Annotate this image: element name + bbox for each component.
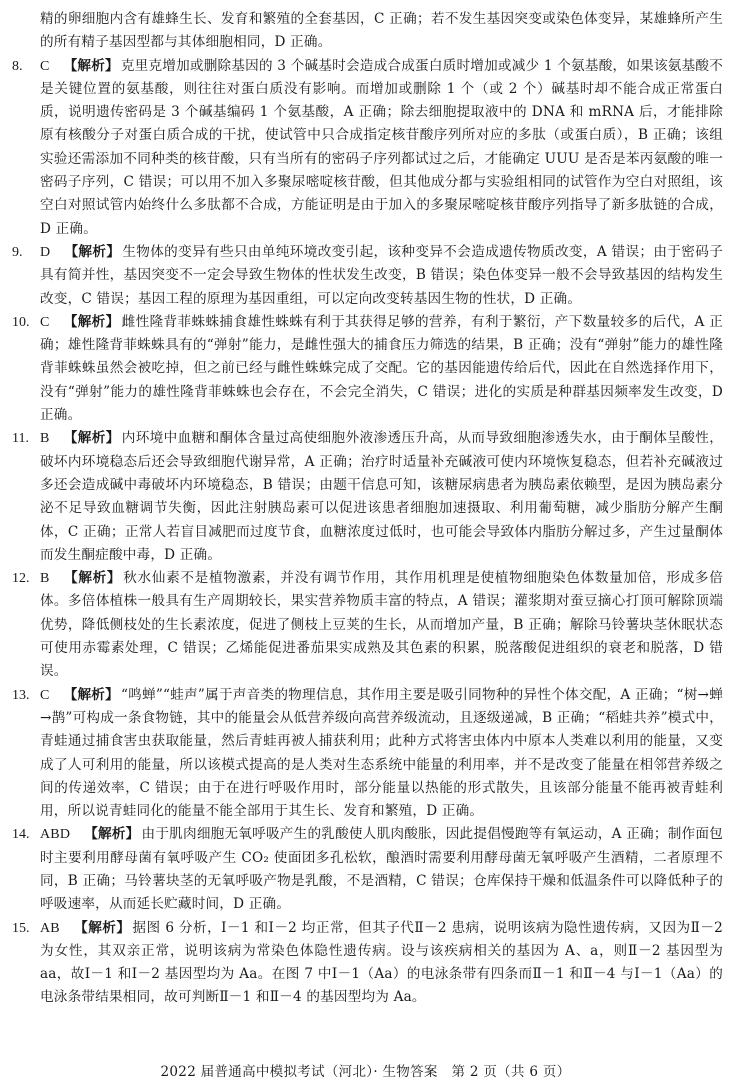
answer-item — [12, 55, 723, 241]
answer-item — [12, 241, 723, 311]
answer-key: D — [40, 244, 51, 260]
question-number: 8. — [12, 58, 23, 74]
answer-body — [40, 567, 723, 683]
answer-key: AB — [40, 920, 60, 936]
analysis-label: 【解析】 — [84, 826, 140, 843]
answer-key: B — [40, 431, 50, 447]
answer-page — [12, 8, 723, 1010]
page-footer: 2022 届普通高中模拟考试（河北）· 生物答案 第 2 页（共 6 页） — [160, 1064, 571, 1080]
answer-item — [12, 427, 723, 567]
analysis-text: 雌性隆背菲蛛蛛捕食雄性蛛蛛有利于其获得足够的营养，有利于繁衍，产下数量较多的后代，A 正确；雄性隆背菲蛛蛛具有的“弹射”能力，是雌性强大的捕食压力筛选的结果，B 正确；没有“弹射”能力的雄性隆背菲蛛蛛虽然会被吃掉，但之前已经与雌性蛛蛛完成了交配。它的基因能遗传给后代，因此在自然选择作用下，没有“弹射”能力的雄性隆背菲蛛蛛也会存在，不会完全消失，C 错误；进化的实质是种群基因频率发生改变，D 正确。 — [40, 313, 723, 424]
analysis-text: 据图 6 分析，Ⅰ－1 和Ⅰ－2 均正常，但其子代Ⅱ－2 患病，说明该病为隐性遗传病，又因为Ⅱ－2 为女性，其双亲正常，说明该病为常染色体隐性遗传病。设与该疾病相关的基因为 A、a，则Ⅱ－2 基因型为 aa，故Ⅰ－1 和Ⅰ－2 基因型均为 Aa。在图 7 中Ⅰ－1（Aa）的电泳条带有四条而Ⅱ－1 和Ⅱ－4 与Ⅰ－1（Aa）的电泳条带结果相同，故可判断Ⅱ－1 和Ⅱ－4 的基因型均为 Aa。 — [40, 919, 723, 1006]
question-number: 14. — [12, 827, 30, 843]
answer-body — [40, 917, 723, 1010]
analysis-label: 【解析】 — [63, 430, 120, 447]
answer-item — [12, 567, 723, 683]
answer-body — [40, 311, 723, 427]
answer-key: B — [40, 571, 50, 587]
analysis-text: 由于肌肉细胞无氧呼吸产生的乳酸使人肌肉酸胀，因此提倡慢跑等有氧运动，A 正确；制作面包时主要利用酵母菌有氧呼吸产生 CO₂ 使面团多孔松软，酿酒时需要利用酵母菌无氧呼吸产生酒精，二者原理不同，B 正确；马铃薯块茎的无氧呼吸产物是乳酸，不是酒精，C 错误；仓库保持干燥和低温条件可以降低种子的呼吸速率，从而延长贮藏时间，D 正确。 — [40, 826, 723, 913]
analysis-text: 生物体的变异有些只由单纯环境改变引起，该种变异不会造成遗传物质改变，A 错误；由于密码子具有简并性，基因突变不一定会导致生物体的性状发生改变，B 错误；染色体变异一般不会导致基因的结构发生改变，C 错误；基因工程的原理为基因重组，可以定向改变转基因生物的性状，D 正确。 — [40, 243, 723, 307]
answer-item — [12, 311, 723, 427]
analysis-label: 【解析】 — [64, 243, 121, 260]
answer-key: ABD — [40, 827, 71, 843]
analysis-text: 内环境中血糖和酮体含量过高使细胞外液渗透压升高，从而导致细胞渗透失水，由于酮体呈酸性，破坏内环境稳态后还会导致细胞代谢异常，A 正确；治疗时适量补充碱液可使内环境恢复稳态，但若补充碱液过多还会造成碱中毒破坏内环境稳态，B 错误；由题干信息可知，该糖尿病患者为胰岛素依赖型，是因为胰岛素分泌不足导致血糖调节失衡，因此注射胰岛素可以促进该患者细胞加速摄取、利用葡萄糖，减少脂肪分解产生酮体，C 正确；正常人若盲目减肥而过度节食，血糖浓度过低时，也可能会导致体内脂肪分解过多，产生过量酮体而发生酮症酸中毒，D 正确。 — [40, 430, 723, 563]
answer-key: C — [40, 687, 50, 703]
answer-body — [40, 823, 723, 916]
question-number: 13. — [12, 687, 30, 703]
answer-key: C — [40, 58, 50, 74]
analysis-text: 克里克增加或删除基因的 3 个碱基时会造成合成蛋白质时增加或减少 1 个氨基酸，如果该氨基酸不是关键位置的氨基酸，则往往对蛋白质没有影响。而增加或删除 1 个（或 2 个）碱基时却不能合成正常蛋白质，说明遗传密码是 3 个碱基编码 1 个氨基酸，A 正确；除去细胞提取液中的 DNA 和 mRNA 后，才能排除原有核酸分子对蛋白质合成的干扰，使试管中只合成指定核苷酸序列所对应的多肽（或蛋白质），B 正确；该组实验还需添加不同种类的核苷酸，只有当所有的密码子序列都试过之后，才能确定 UUU 是否是苯丙氨酸的唯一密码子序列，C 错误；可以用不加入多聚尿嘧啶核苷酸，但其他成分都与实验组相同的试管作为空白对照组，该空白对照试管内始终什么多肽都不合成，方能证明是由于加入的多聚尿嘧啶核苷酸序列指导了新多肽链的合成，D 正确。 — [40, 57, 723, 237]
analysis-label: 【解析】 — [63, 686, 119, 703]
analysis-label: 【解析】 — [73, 919, 131, 936]
continued-paragraph: 精的卵细胞内含有雄蜂生长、发育和繁殖的全套基因，C 正确；若不发生基因突变或染色体变异，某雄蜂所产生的所有精子基因型都与其体细胞相同，D 正确。 — [40, 11, 723, 51]
analysis-label: 【解析】 — [63, 57, 119, 74]
question-number: 9. — [12, 244, 23, 260]
answer-item — [12, 684, 723, 824]
analysis-label: 【解析】 — [63, 313, 120, 330]
answer-body — [40, 427, 723, 567]
answer-list — [12, 55, 723, 1010]
answer-item — [12, 917, 723, 1010]
question-number: 15. — [12, 920, 30, 936]
question-number: 10. — [12, 314, 30, 330]
analysis-text: “鸣蝉”“蛙声”属于声音类的物理信息，其作用主要是吸引同物种的异性个体交配，A 正确；“树→蝉→鹊”可构成一条食物链，其中的能量会从低营养级向高营养级流动，且逐级递减，B 正确；“稻蛙共养”模式中，青蛙通过捕食害虫获取能量，然后青蛙再被人捕获利用；此种方式将害虫体内中原本人类难以利用的能量，又变成了人可利用的能量，所以该模式提高的是人类对生态系统中能量的利用率，并不是改变了能量在相邻营养级之间的传递效率，C 错误；由于在进行呼吸作用时，部分能量以热能的形式散失，且该部分能量不能再被青蛙利用，所以说青蛙同化的能量不能全部用于其生长、发育和繁殖，D 正确。 — [40, 686, 723, 820]
answer-body — [40, 241, 723, 311]
answer-body — [40, 684, 723, 824]
answer-item — [12, 823, 723, 916]
answer-body — [40, 55, 723, 241]
question-number: 11. — [12, 431, 29, 447]
answer-key: C — [40, 314, 50, 330]
question-number: 12. — [12, 571, 30, 587]
analysis-label: 【解析】 — [63, 570, 122, 587]
analysis-text: 秋水仙素不是植物激素，并没有调节作用，其作用机理是使植物细胞染色体数量加倍，形成多倍体。多倍体植株一般具有生产周期较长，果实营养物质丰富的特点，A 错误；灌浆期对蚕豆摘心打顶可解除顶端优势，降低侧枝处的生长素浓度，促进了侧枝上豆荚的生长，从而增加产量，B 正确；解除马铃薯块茎休眠状态可使用赤霉素处理，C 错误；乙烯能促进番茄果实成熟及其色素的积累，脱落酸促进组织的衰老和脱落，D 错误。 — [40, 570, 723, 680]
